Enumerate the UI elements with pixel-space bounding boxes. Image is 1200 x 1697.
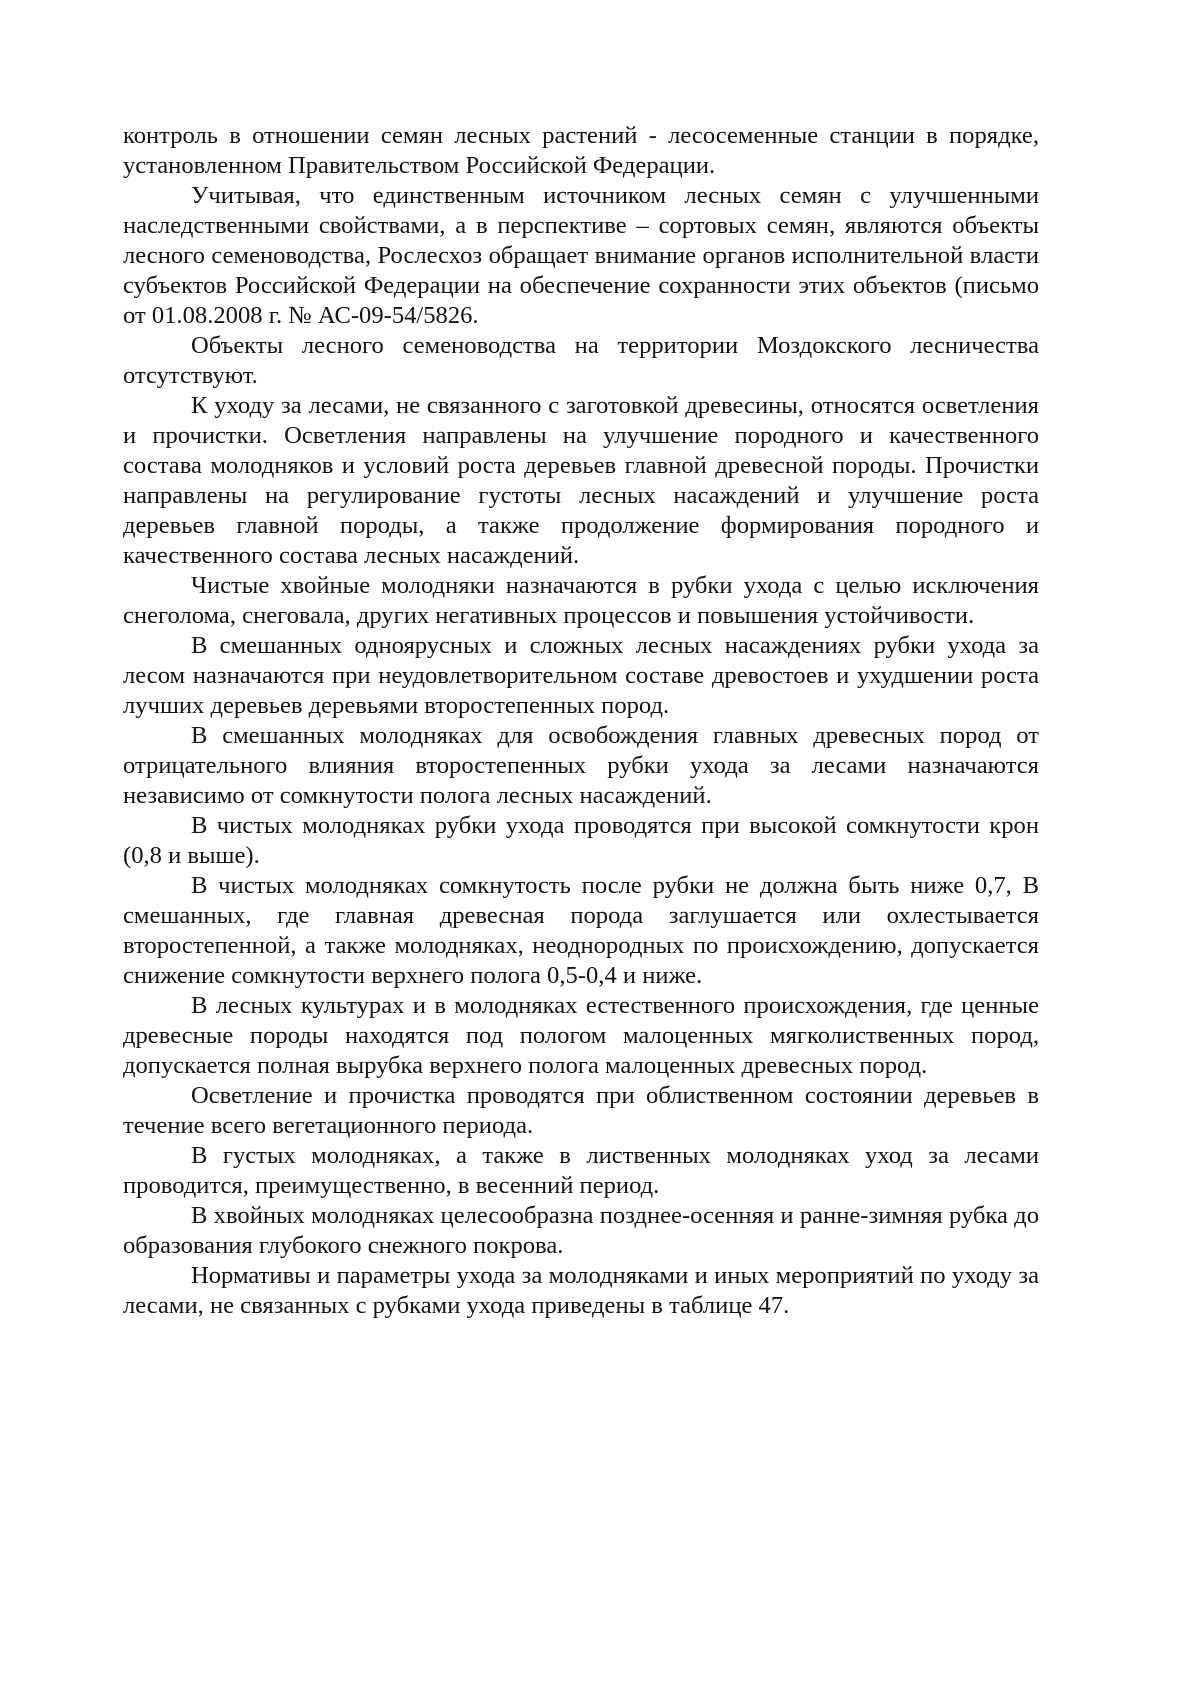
paragraph-spring-period: В густых молодняках, а также в лиственных молодняках уход за лесами проводится, преимущественно, в весенний период. xyxy=(123,1142,1039,1199)
paragraph-forest-care: К уходу за лесами, не связанного с заготовкой древесины, относятся осветления и прочистки. Осветления направлены на улучшение породного и качественного состава молодняков и условий роста деревьев главной древесной породы. Прочистки направлены на регулирование густоты лесных насаждений и улучшение роста деревьев главной породы, а также продолжение формирования породного и качественного состава лесных насаждений. xyxy=(123,392,1039,569)
paragraph-seed-sources: Учитывая, что единственным источником лесных семян с улучшенными наследственными свойствами, а в перспективе – сортовых семян, являются объекты лесного семеноводства, Рослесхоз обращает внимание органов исполнительной власти субъектов Российской Федерации на обеспечение сохранности этих объектов (письмо от 01.08.2008 г. № АС-09-54/5826. xyxy=(123,182,1039,329)
paragraph-mixed-stands: В смешанных одноярусных и сложных лесных насаждениях рубки ухода за лесом назначаются при неудовлетворительном составе древостоев и ухудшении роста лучших деревьев деревьями второстепенных пород. xyxy=(123,632,1039,719)
paragraph-winter-felling: В хвойных молодняках целесообразна позднее-осенняя и ранне-зимняя рубка до образования глубокого снежного покрова. xyxy=(123,1202,1039,1259)
paragraph-conifer-stands: Чистые хвойные молодняки назначаются в рубки ухода с целью исключения снеголома, снеговала, других негативных процессов и повышения устойчивости. xyxy=(123,572,1039,629)
paragraph-table-reference: Нормативы и параметры ухода за молодняками и иных мероприятий по уходу за лесами, не связанных с рубками ухода приведены в таблице 47. xyxy=(123,1262,1039,1319)
paragraph-forest-cultures: В лесных культурах и в молодняках естественного происхождения, где ценные древесные породы находятся под пологом малоценных мягколиственных пород, допускается полная вырубка верхнего полога малоценных древесных пород. xyxy=(123,992,1039,1079)
paragraph-seed-objects-absent: Объекты лесного семеноводства на территории Моздокского лесничества отсутствуют. xyxy=(123,332,1039,389)
paragraph-canopy-density: В чистых молодняках сомкнутость после рубки не должна быть ниже 0,7, В смешанных, где главная древесная порода заглушается или охлестывается второстепенной, а также молодняках, неоднородных по происхождению, допускается снижение сомкнутости верхнего полога 0,5-0,4 и ниже. xyxy=(123,872,1039,989)
document-page xyxy=(123,121,1039,1321)
paragraph-mixed-young-stands: В смешанных молодняках для освобождения главных древесных пород от отрицательного влияния второстепенных рубки ухода за лесами назначаются независимо от сомкнутости полога лесных насаждений. xyxy=(123,722,1039,809)
paragraph-vegetation-period: Осветление и прочистка проводятся при облиственном состоянии деревьев в течение всего вегетационного периода. xyxy=(123,1082,1039,1139)
paragraph-pure-young-stands: В чистых молодняках рубки ухода проводятся при высокой сомкнутости крон (0,8 и выше). xyxy=(123,812,1039,869)
paragraph-continuation: контроль в отношении семян лесных растений - лесосеменные станции в порядке, установленном Правительством Российской Федерации. xyxy=(123,122,1039,179)
